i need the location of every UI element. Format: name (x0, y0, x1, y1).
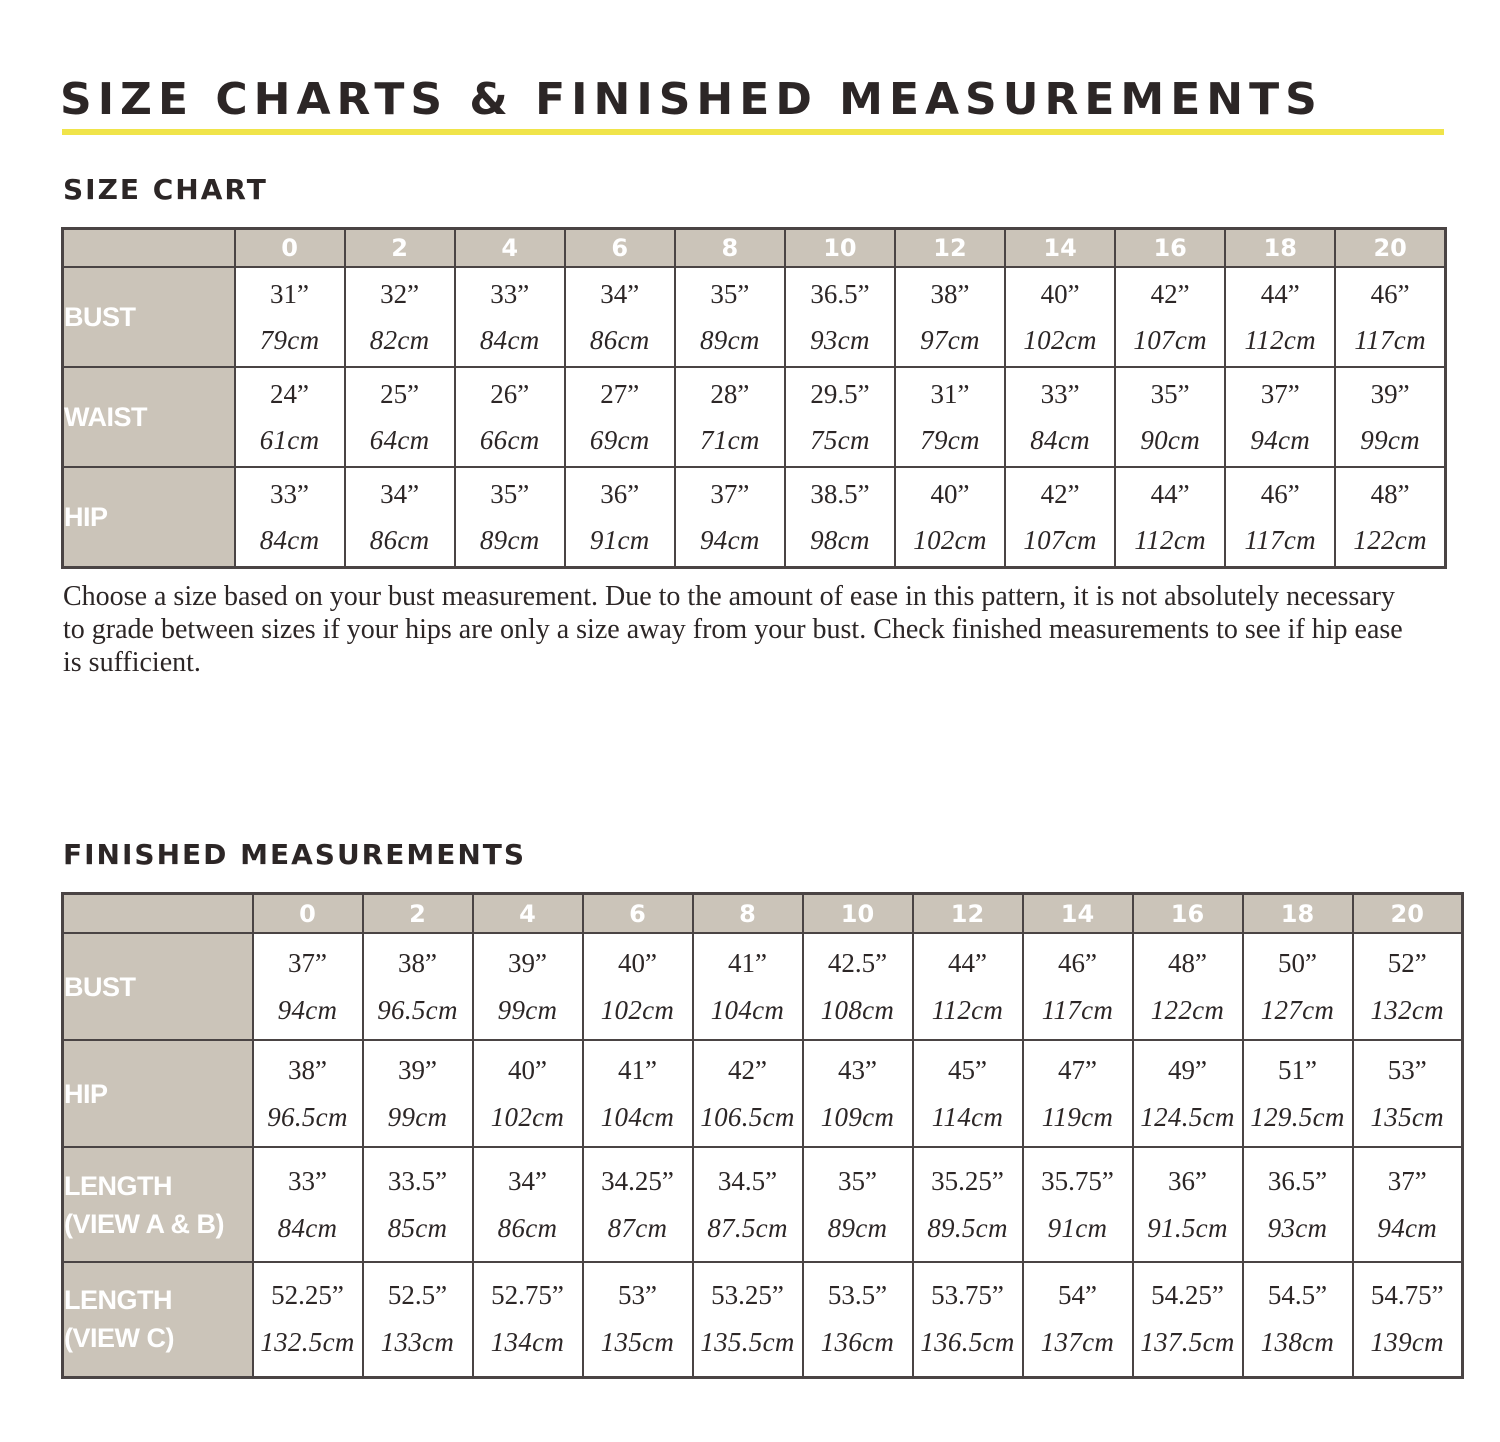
table-row (63, 1262, 1463, 1377)
measurement-cell (1115, 467, 1225, 567)
size-chart-table (61, 227, 1447, 569)
measurement-cell (455, 467, 565, 567)
inch-value: 47” (1058, 1054, 1097, 1085)
inch-value: 27” (600, 379, 640, 409)
inch-value: 40” (618, 947, 657, 978)
inch-value: 40” (930, 478, 970, 509)
cm-value: 84cm (479, 325, 540, 355)
cm-value: 87.5cm (707, 1212, 788, 1243)
measurement-cell (1023, 1040, 1133, 1147)
inch-value: 48” (1370, 478, 1410, 509)
cm-value: 69cm (589, 425, 650, 455)
row-label-line: BUST (64, 302, 136, 332)
size-column-header: 16 (1133, 894, 1243, 934)
row-label (63, 1040, 253, 1147)
cm-value: 86cm (369, 524, 430, 555)
inch-value: 35” (1150, 379, 1190, 409)
cm-value: 135cm (600, 1327, 675, 1358)
inch-value: 45” (948, 1054, 987, 1085)
inch-value: 34.5” (717, 1165, 778, 1196)
title-underline (62, 129, 1444, 135)
cm-value: 129.5cm (1250, 1101, 1345, 1132)
inch-value: 44” (1150, 478, 1190, 509)
cm-value: 93cm (1267, 1212, 1328, 1243)
measurement-cell (345, 467, 455, 567)
inch-value: 39” (1370, 379, 1410, 409)
inch-value: 39” (508, 947, 547, 978)
cm-value: 102cm (600, 994, 675, 1025)
inch-value: 34” (600, 279, 640, 309)
inch-value: 38” (288, 1054, 327, 1085)
measurement-cell (1243, 1040, 1353, 1147)
table-row (63, 367, 1446, 467)
inch-value: 53” (618, 1280, 657, 1311)
inch-value: 48” (1168, 947, 1207, 978)
size-column-header: 12 (895, 229, 1005, 268)
inch-value: 37” (710, 478, 750, 509)
measurement-cell (675, 367, 785, 467)
measurement-cell (895, 367, 1005, 467)
cm-value: 112cm (931, 994, 1004, 1025)
cm-value: 84cm (259, 524, 320, 555)
cm-value: 137cm (1040, 1327, 1115, 1358)
cm-value: 84cm (1030, 425, 1090, 455)
inch-value: 35.25” (931, 1165, 1004, 1196)
row-label-line: BUST (64, 971, 136, 1002)
measurement-cell (693, 1147, 803, 1262)
inch-value: 53.5” (827, 1280, 888, 1311)
measurement-cell (1225, 367, 1335, 467)
cm-value: 94cm (1377, 1212, 1438, 1243)
cm-value: 109cm (820, 1101, 895, 1132)
cm-value: 108cm (820, 994, 895, 1025)
measurement-cell (253, 1262, 363, 1377)
measurement-cell (583, 1040, 693, 1147)
cm-value: 79cm (259, 325, 320, 355)
cm-value: 93cm (810, 325, 870, 355)
table-row (63, 1147, 1463, 1262)
cm-value: 127cm (1260, 994, 1335, 1025)
measurement-cell (455, 367, 565, 467)
measurement-cell (1133, 933, 1243, 1040)
inch-value: 42” (1040, 478, 1080, 509)
measurement-cell (693, 1040, 803, 1147)
page-title: SIZE CHARTS & FINISHED MEASUREMENTS (60, 74, 1323, 125)
measurement-cell (363, 933, 473, 1040)
inch-value: 33” (270, 478, 310, 509)
cm-value: 117cm (1041, 994, 1114, 1025)
inch-value: 33.5” (387, 1165, 448, 1196)
size-column-header: 16 (1115, 229, 1225, 268)
measurement-cell (363, 1147, 473, 1262)
cm-value: 102cm (490, 1101, 565, 1132)
inch-value: 37” (288, 947, 327, 978)
cm-value: 102cm (1023, 325, 1097, 355)
row-label-line: WAIST (64, 402, 147, 432)
cm-value: 86cm (589, 325, 650, 355)
size-column-header: 2 (345, 229, 455, 268)
inch-value: 54.75” (1370, 1280, 1444, 1311)
cm-value: 104cm (600, 1101, 675, 1132)
inch-value: 54” (1058, 1280, 1097, 1311)
size-column-header: 0 (253, 894, 363, 934)
measurement-cell (235, 367, 345, 467)
inch-value: 36.5” (810, 279, 870, 309)
size-column-header: 10 (803, 894, 913, 934)
measurement-cell (1335, 267, 1445, 367)
size-column-header: 20 (1335, 229, 1445, 268)
measurement-cell (1133, 1147, 1243, 1262)
cm-value: 122cm (1353, 524, 1427, 555)
inch-value: 33” (1040, 379, 1080, 409)
cm-value: 79cm (920, 425, 980, 455)
row-label (63, 933, 253, 1040)
inch-value: 52” (1387, 947, 1427, 978)
measurement-cell (1005, 267, 1115, 367)
cm-value: 64cm (369, 425, 430, 455)
inch-value: 44” (1260, 279, 1300, 309)
row-label-line: (VIEW A & B) (64, 1208, 224, 1239)
measurement-cell (693, 933, 803, 1040)
cm-value: 98cm (810, 524, 870, 555)
row-label (63, 267, 235, 367)
size-column-header: 6 (583, 894, 693, 934)
row-label-line: LENGTH (64, 1170, 172, 1201)
measurement-cell (565, 267, 675, 367)
inch-value: 31” (270, 279, 310, 309)
measurement-cell (675, 267, 785, 367)
measurement-cell (1023, 933, 1133, 1040)
inch-value: 35” (710, 279, 750, 309)
measurement-cell (803, 1040, 913, 1147)
header-corner (63, 894, 253, 934)
cm-value: 139cm (1370, 1327, 1444, 1358)
measurement-cell (913, 933, 1023, 1040)
inch-value: 34” (508, 1165, 547, 1196)
inch-value: 25” (380, 379, 420, 409)
table-row (63, 467, 1446, 567)
measurement-cell (1133, 1040, 1243, 1147)
cm-value: 122cm (1150, 994, 1225, 1025)
inch-value: 42” (728, 1054, 767, 1085)
measurement-cell (785, 267, 895, 367)
inch-value: 36” (1168, 1165, 1207, 1196)
measurement-cell (1335, 367, 1445, 467)
cm-value: 117cm (1354, 325, 1426, 355)
measurement-cell (803, 1262, 913, 1377)
cm-value: 119cm (1041, 1101, 1114, 1132)
cm-value: 89cm (827, 1212, 888, 1243)
inch-value: 46” (1058, 947, 1097, 978)
measurement-cell (1353, 1040, 1463, 1147)
cm-value: 94cm (700, 524, 760, 555)
cm-value: 84cm (277, 1212, 338, 1243)
measurement-cell (363, 1262, 473, 1377)
finished-measurements-heading: FINISHED MEASUREMENTS (63, 838, 527, 871)
measurement-cell (473, 1147, 583, 1262)
cm-value: 132.5cm (260, 1327, 355, 1358)
measurement-cell (473, 933, 583, 1040)
cm-value: 107cm (1023, 524, 1097, 555)
cm-value: 137.5cm (1140, 1327, 1235, 1358)
size-column-header: 10 (785, 229, 895, 268)
inch-value: 40” (1040, 279, 1080, 309)
inch-value: 26” (490, 379, 530, 409)
size-column-header: 8 (675, 229, 785, 268)
row-label-line: (VIEW C) (64, 1323, 174, 1354)
inch-value: 46” (1260, 478, 1300, 509)
inch-value: 52.25” (271, 1280, 344, 1311)
inch-value: 41” (728, 947, 767, 978)
cm-value: 104cm (710, 994, 785, 1025)
measurement-cell (473, 1040, 583, 1147)
measurement-cell (1133, 1262, 1243, 1377)
measurement-cell (1353, 1147, 1463, 1262)
row-label (63, 367, 235, 467)
cm-value: 132cm (1370, 994, 1444, 1025)
inch-value: 36” (600, 478, 640, 509)
size-column-header: 14 (1023, 894, 1133, 934)
measurement-cell (253, 1147, 363, 1262)
row-label-line: HIP (64, 1078, 108, 1109)
inch-value: 54.25” (1151, 1280, 1224, 1311)
inch-value: 31” (930, 379, 970, 409)
cm-value: 75cm (810, 425, 870, 455)
measurement-cell (1023, 1262, 1133, 1377)
row-label (63, 1147, 253, 1262)
cm-value: 87cm (607, 1212, 668, 1243)
inch-value: 35.75” (1041, 1165, 1114, 1196)
measurement-cell (803, 933, 913, 1040)
measurement-cell (345, 367, 455, 467)
size-column-header: 2 (363, 894, 473, 934)
cm-value: 91.5cm (1147, 1212, 1228, 1243)
measurement-cell (235, 267, 345, 367)
size-column-header: 8 (693, 894, 803, 934)
inch-value: 38.5” (810, 478, 870, 509)
cm-value: 66cm (479, 425, 540, 455)
cm-value: 97cm (920, 325, 980, 355)
cm-value: 106.5cm (700, 1101, 795, 1132)
cm-value: 91cm (589, 524, 650, 555)
size-chart-heading: SIZE CHART (63, 173, 268, 206)
cm-value: 138cm (1260, 1327, 1335, 1358)
cm-value: 124.5cm (1140, 1101, 1235, 1132)
inch-value: 29.5” (810, 379, 870, 409)
cm-value: 107cm (1133, 325, 1207, 355)
cm-value: 96.5cm (377, 994, 458, 1025)
cm-value: 89.5cm (927, 1212, 1008, 1243)
finished-measurements-table (61, 892, 1464, 1379)
measurement-cell (913, 1262, 1023, 1377)
measurement-cell (913, 1040, 1023, 1147)
inch-value: 46” (1370, 279, 1410, 309)
row-label (63, 467, 235, 567)
cm-value: 117cm (1244, 524, 1316, 555)
cm-value: 94cm (277, 994, 338, 1025)
size-column-header: 0 (235, 229, 345, 268)
measurement-cell (1115, 367, 1225, 467)
cm-value: 102cm (913, 524, 987, 555)
inch-value: 37” (1260, 379, 1300, 409)
cm-value: 85cm (387, 1212, 448, 1243)
inch-value: 38” (930, 279, 970, 309)
cm-value: 112cm (1134, 524, 1206, 555)
header-corner (63, 229, 235, 268)
row-label (63, 1262, 253, 1377)
size-column-header: 12 (913, 894, 1023, 934)
inch-value: 40” (508, 1054, 547, 1085)
inch-value: 50” (1278, 947, 1317, 978)
cm-value: 114cm (931, 1101, 1004, 1132)
inch-value: 34.25” (601, 1165, 674, 1196)
cm-value: 86cm (497, 1212, 558, 1243)
inch-value: 38” (398, 947, 437, 978)
size-column-header: 6 (565, 229, 675, 268)
measurement-cell (1023, 1147, 1133, 1262)
inch-value: 52.5” (387, 1280, 448, 1311)
inch-value: 32” (380, 279, 420, 309)
measurement-cell (235, 467, 345, 567)
inch-value: 53.75” (931, 1280, 1004, 1311)
cm-value: 94cm (1250, 425, 1311, 455)
measurement-cell (895, 467, 1005, 567)
measurement-cell (1335, 467, 1445, 567)
measurement-cell (693, 1262, 803, 1377)
measurement-cell (803, 1147, 913, 1262)
measurement-cell (1243, 933, 1353, 1040)
inch-value: 36.5” (1267, 1165, 1328, 1196)
measurement-cell (473, 1262, 583, 1377)
cm-value: 99cm (387, 1101, 448, 1132)
measurement-cell (785, 367, 895, 467)
size-header-row (63, 894, 1463, 934)
size-column-header: 18 (1225, 229, 1335, 268)
cm-value: 135cm (1370, 1101, 1444, 1132)
measurement-cell (1005, 467, 1115, 567)
measurement-cell (1353, 933, 1463, 1040)
size-column-header: 20 (1353, 894, 1463, 934)
inch-value: 39” (398, 1054, 437, 1085)
inch-value: 44” (948, 947, 987, 978)
inch-value: 49” (1168, 1054, 1207, 1085)
size-header-row (63, 229, 1446, 268)
measurement-cell (1225, 467, 1335, 567)
measurement-cell (1115, 267, 1225, 367)
inch-value: 28” (710, 379, 750, 409)
inch-value: 34” (380, 478, 420, 509)
cm-value: 133cm (380, 1327, 455, 1358)
size-column-header: 14 (1005, 229, 1115, 268)
measurement-cell (565, 467, 675, 567)
measurement-cell (675, 467, 785, 567)
measurement-cell (583, 1262, 693, 1377)
cm-value: 71cm (700, 425, 760, 455)
size-column-header: 4 (455, 229, 565, 268)
inch-value: 35” (838, 1165, 877, 1196)
inch-value: 33” (490, 279, 530, 309)
measurement-cell (583, 933, 693, 1040)
inch-value: 54.5” (1267, 1280, 1328, 1311)
cm-value: 96.5cm (267, 1101, 348, 1132)
measurement-cell (345, 267, 455, 367)
table-row (63, 933, 1463, 1040)
measurement-cell (253, 1040, 363, 1147)
inch-value: 52.75” (491, 1280, 564, 1311)
cm-value: 91cm (1047, 1212, 1108, 1243)
measurement-cell (1225, 267, 1335, 367)
measurement-cell (1243, 1147, 1353, 1262)
inch-value: 53” (1387, 1054, 1427, 1085)
table-row (63, 1040, 1463, 1147)
measurement-cell (565, 367, 675, 467)
measurement-cell (1005, 367, 1115, 467)
cm-value: 134cm (490, 1327, 565, 1358)
measurement-cell (913, 1147, 1023, 1262)
cm-value: 89cm (479, 524, 540, 555)
inch-value: 53.25” (711, 1280, 784, 1311)
measurement-cell (455, 267, 565, 367)
inch-value: 33” (288, 1165, 327, 1196)
measurement-cell (583, 1147, 693, 1262)
cm-value: 61cm (259, 425, 320, 455)
inch-value: 51” (1278, 1054, 1317, 1085)
cm-value: 99cm (1360, 425, 1420, 455)
measurement-cell (895, 267, 1005, 367)
size-guidance-note: Choose a size based on your bust measurement. Due to the amount of ease in this pattern, it is not absolutely necessary to grade between sizes if your hips are only a size away from your bust. Check finished measurements to see if hip ease is sufficient. (63, 581, 1403, 678)
cm-value: 136cm (820, 1327, 895, 1358)
size-column-header: 4 (473, 894, 583, 934)
inch-value: 24” (270, 379, 310, 409)
cm-value: 82cm (369, 325, 430, 355)
inch-value: 43” (838, 1054, 877, 1085)
measurement-cell (1353, 1262, 1463, 1377)
measurement-cell (1243, 1262, 1353, 1377)
inch-value: 37” (1387, 1165, 1427, 1196)
inch-value: 42” (1150, 279, 1190, 309)
cm-value: 135.5cm (700, 1327, 795, 1358)
cm-value: 90cm (1140, 425, 1200, 455)
cm-value: 112cm (1244, 325, 1316, 355)
table-row (63, 267, 1446, 367)
cm-value: 89cm (700, 325, 760, 355)
cm-value: 99cm (497, 994, 558, 1025)
inch-value: 41” (618, 1054, 657, 1085)
row-label-line: LENGTH (64, 1285, 172, 1316)
inch-value: 42.5” (827, 947, 888, 978)
measurement-cell (253, 933, 363, 1040)
measurement-cell (785, 467, 895, 567)
size-column-header: 18 (1243, 894, 1353, 934)
row-label-line: HIP (64, 501, 108, 532)
inch-value: 35” (490, 478, 530, 509)
measurement-cell (363, 1040, 473, 1147)
cm-value: 136.5cm (920, 1327, 1015, 1358)
